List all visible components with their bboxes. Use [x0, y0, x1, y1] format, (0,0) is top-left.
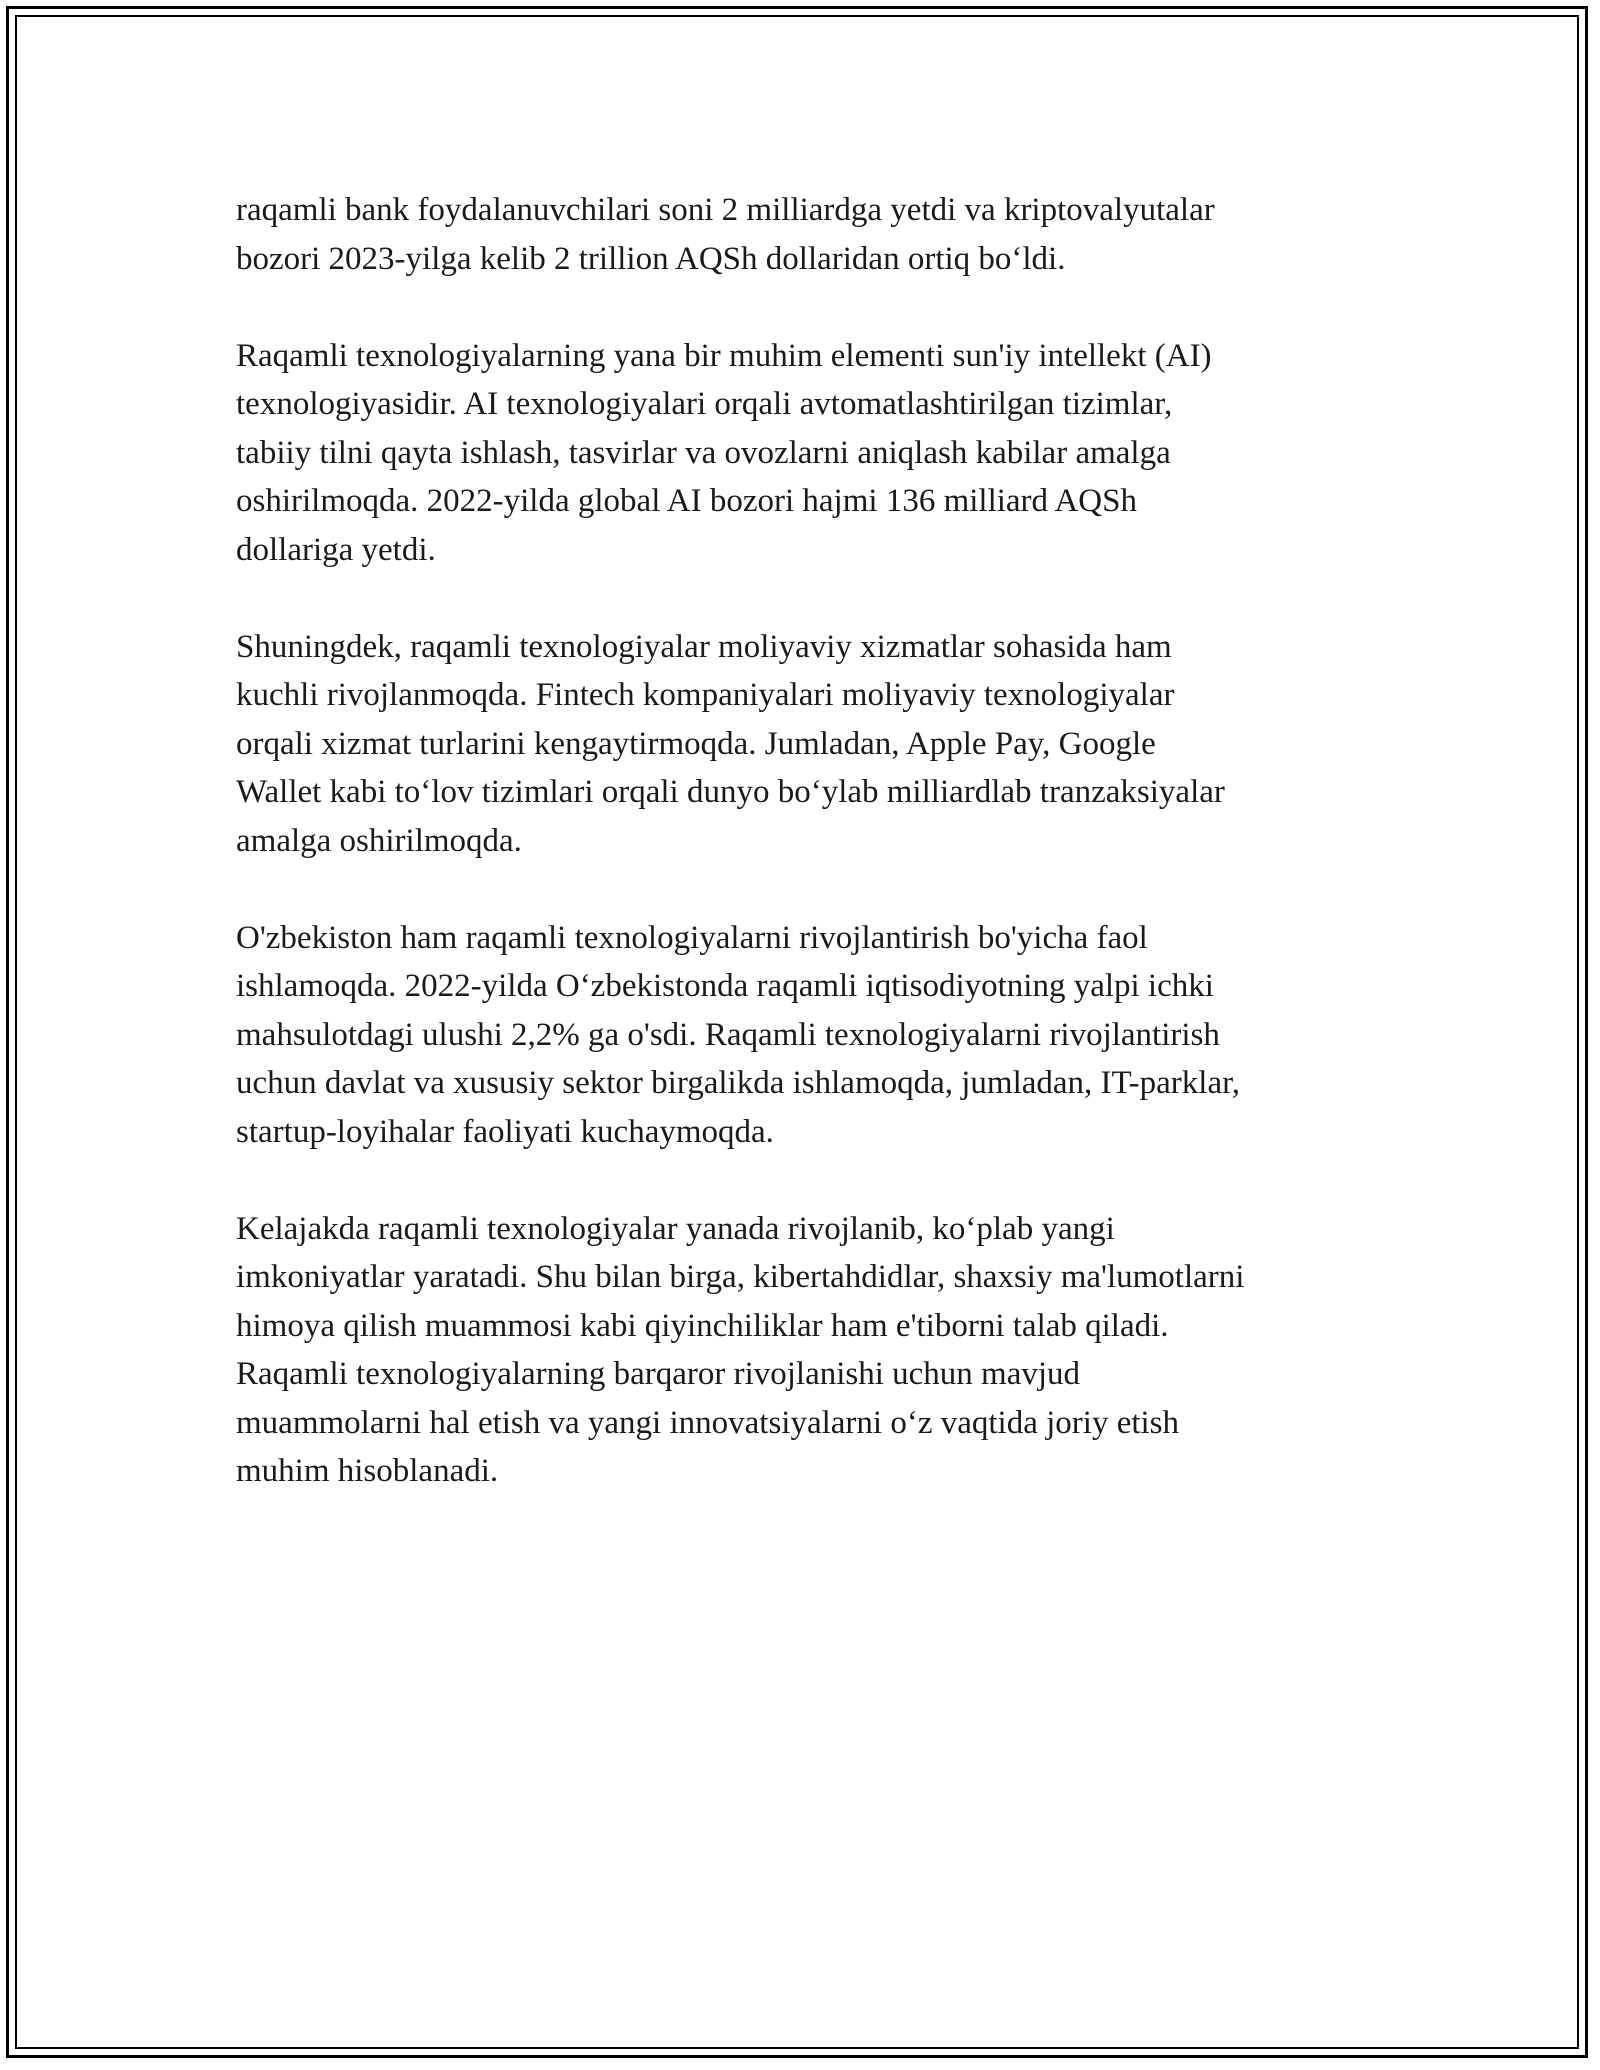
paragraph-digital-banking: raqamli bank foydalanuvchilari soni 2 milliardga yetdi va kriptovalyutalar bozori 2023-yilga kelib 2 trillion AQSh dollaridan ortiq bo‘ldi.: [236, 192, 1215, 277]
paragraph-future: Kelajakda raqamli texnologiyalar yanada rivojlanib, ko‘plab yangi imkoniyatlar yaratadi. Shu bilan birga, kibertahdidlar, shaxsiy ma'lumotlarni himoya qilish muammosi kabi qiyinchiliklar ham e'tiborni talab qiladi. Raqamli texnologiyalarning barqaror rivojlanishi uchun mavjud muammolarni hal etish va yangi innovatsiyalarni o‘z vaqtida joriy etish muhim hisoblanadi.: [236, 1210, 1245, 1489]
paragraph-fintech: Shuningdek, raqamli texnologiyalar moliyaviy xizmatlar sohasida ham kuchli rivojlanmoqda. Fintech kompaniyalari moliyaviy texnologiyalar orqali xizmat turlarini kengaytirmoqda. Jumladan, Apple Pay, Google Wallet kabi to‘lov tizimlari orqali dunyo bo‘ylab milliardlab tranzaksiyalar amalga oshirilmoqda.: [236, 628, 1225, 859]
paragraph-artificial-intelligence: Raqamli texnologiyalarning yana bir muhim elementi sun'iy intellekt (AI) texnologiyasidir. AI texnologiyalari orqali avtomatlashtirilgan tizimlar, tabiiy tilni qayta ishlash, tasvirlar va ovozlarni aniqlash kabilar amalga oshirilmoqda. 2022-yilda global AI bozori hajmi 136 milliard AQSh dollariga yetdi.: [236, 337, 1212, 568]
document-body: [236, 186, 1376, 1544]
paragraph-uzbekistan: O'zbekiston ham raqamli texnologiyalarni rivojlantirish bo'yicha faol ishlamoqda. 2022-yilda O‘zbekistonda raqamli iqtisodiyotning yalpi ichki mahsulotdagi ulushi 2,2% ga o'sdi. Raqamli texnologiyalarni rivojlantirish uchun davlat va xususiy sektor birgalikda ishlamoqda, jumladan, IT-parklar, startup-loyihalar faoliyati kuchaymoqda.: [236, 919, 1241, 1150]
